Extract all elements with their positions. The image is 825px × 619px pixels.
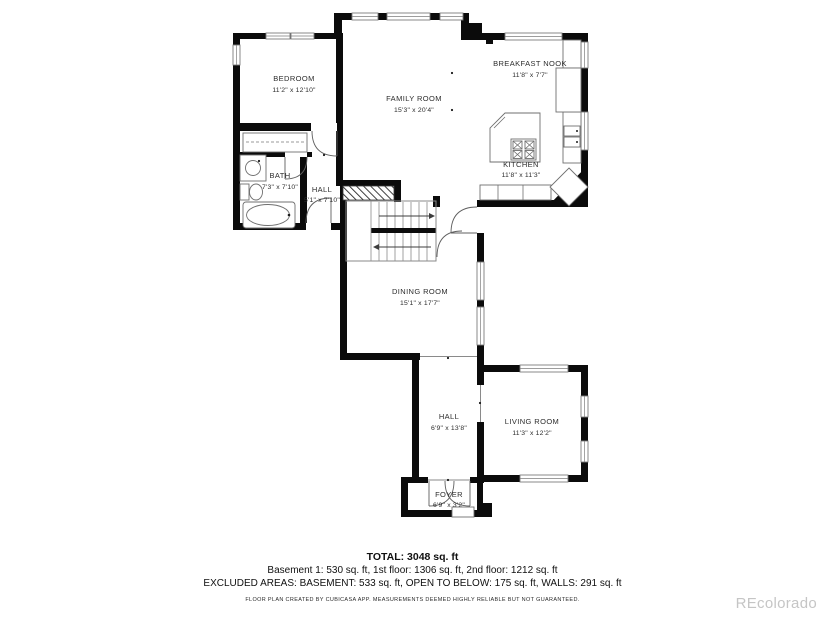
kitchen-passage-door-a — [451, 207, 477, 233]
wall — [486, 40, 493, 44]
hall-south-door-opening — [306, 223, 331, 230]
hall-upper-dims: 5'1" x 7'10" — [304, 197, 340, 204]
wall — [477, 422, 484, 483]
wall — [483, 365, 520, 372]
breakfast-nook-dims: 11'8" x 7'7" — [512, 72, 548, 79]
bedroom-door — [312, 131, 337, 156]
wall — [412, 356, 419, 477]
wall — [408, 477, 428, 483]
windows — [233, 13, 588, 482]
wall — [401, 510, 452, 517]
wall — [470, 477, 483, 483]
bedroom-door-opening — [311, 123, 337, 131]
living-room-label: LIVING ROOM — [504, 417, 560, 426]
dining-room-label: DINING ROOM — [391, 287, 449, 296]
refrigerator — [556, 68, 581, 112]
bedroom-label: BEDROOM — [273, 74, 315, 83]
wall — [343, 180, 401, 186]
hall-lower-dims: 6'9" x 13'8" — [431, 425, 467, 432]
total-area-text: TOTAL: 3048 sq. ft — [366, 551, 459, 563]
stair-down-arrow — [373, 244, 431, 250]
stair-treads-upper — [379, 202, 427, 228]
family-room-label: FAMILY ROOM — [386, 94, 442, 103]
wall — [477, 483, 483, 503]
wall — [477, 233, 484, 262]
disclaimer-text: FLOOR PLAN CREATED BY CUBICASA APP. MEASUREMENTS DEEMED HIGHLY RELIABLE BUT NOT GUARANTEED. — [245, 597, 580, 603]
foyer-label: FOYER — [435, 490, 463, 499]
recolorado-watermark: REcolorado — [735, 595, 817, 612]
wall — [477, 345, 484, 372]
dining-room-dims: 15'1" x 17'7" — [400, 300, 440, 307]
stove — [511, 139, 536, 160]
wall — [336, 33, 343, 186]
wall — [477, 372, 484, 385]
wall — [477, 300, 484, 307]
wall — [568, 475, 588, 482]
excluded-areas-text: EXCLUDED AREAS: BASEMENT: 533 sq. ft, OPEN TO BELOW: 175 sq. ft, WALLS: 291 sq. ft — [203, 578, 622, 589]
kitchen-dims: 11'8" x 11'3" — [501, 172, 541, 179]
bedroom-dims: 11'2" x 12'10" — [272, 87, 316, 94]
counter-bottom — [480, 185, 551, 200]
stair-divider-wall — [371, 228, 436, 233]
hall-upper-label: HALL — [311, 185, 333, 194]
toilet — [240, 184, 263, 200]
wall — [477, 503, 492, 517]
floor-areas-text: Basement 1: 530 sq. ft, 1st floor: 1306 sq. ft, 2nd floor: 1212 sq. ft — [267, 565, 558, 576]
bath-door-opening — [285, 152, 307, 157]
breakfast-nook-label: BREAKFAST NOOK — [493, 59, 567, 68]
wall — [581, 365, 588, 482]
staircase — [343, 186, 436, 261]
foyer-dims: 6'9" x 3'2" — [433, 502, 465, 509]
kitchen-label: KITCHEN — [503, 160, 539, 169]
bathtub — [243, 202, 295, 228]
living-room-dims: 11'3" x 12'2" — [512, 430, 552, 437]
closet — [243, 133, 307, 152]
bath-dims: 7'3" x 7'10" — [262, 184, 298, 191]
wall — [340, 353, 420, 360]
hall-lower-label: HALL — [438, 412, 460, 421]
vanity-sink — [240, 155, 266, 181]
family-room-dims: 15'3" x 20'4" — [394, 107, 434, 114]
bath-label: BATH — [269, 171, 291, 180]
kitchen-passage-door-b — [437, 231, 462, 257]
open-to-below-hatch — [343, 186, 394, 200]
wall — [483, 475, 520, 482]
wall — [394, 186, 401, 202]
